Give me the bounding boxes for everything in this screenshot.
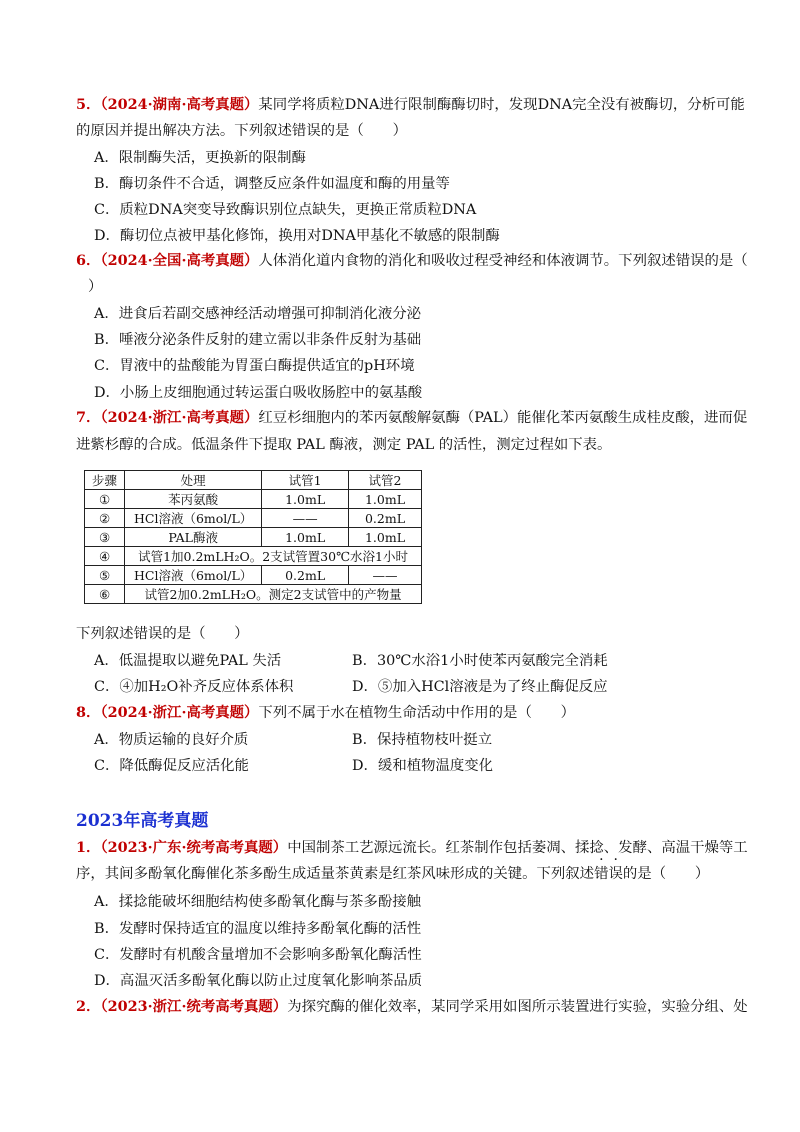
q7-stem-line1 bbox=[76, 409, 747, 427]
q7-option-a: A．低温提取以避免PAL 失活 bbox=[94, 653, 282, 669]
table-cell: —— bbox=[349, 566, 422, 585]
q6-option-b: B．唾液分泌条件反射的建立需以非条件反射为基础 bbox=[94, 332, 422, 348]
q1-number: 1． bbox=[76, 839, 101, 856]
q7-source: （2024·浙江·高考真题） bbox=[100, 409, 259, 426]
q2-stem-line1 bbox=[76, 998, 748, 1016]
q8-number: 8． bbox=[76, 704, 101, 721]
q8-stem-text1: 下列不属于水在植物生命活动中作用的是（ ） bbox=[258, 705, 576, 721]
q5-stem-line2: 的原因并提出解决方法。下列叙述错误的是（ ） bbox=[76, 123, 407, 139]
q1-option-b: B．发酵时保持适宜的温度以维持多酚氧化酶的活性 bbox=[94, 921, 422, 937]
q7-prompt: 下列叙述错误的是（ ） bbox=[76, 626, 249, 642]
table-header-cell: 试管2 bbox=[349, 471, 422, 490]
q6-stem-line2: ） bbox=[88, 279, 103, 295]
table-header-cell: 处理 bbox=[125, 471, 262, 490]
q6-stem-text1: 人体消化道内食物的消化和吸收过程受神经和体液调节。下列叙述错误的是（ bbox=[258, 253, 748, 269]
q7-option-b: B．30℃水浴1小时使苯丙氨酸完全消耗 bbox=[352, 653, 608, 669]
q7-option-d: D．⑤加入HCl溶液是为了终止酶促反应 bbox=[352, 679, 608, 695]
q1-emphasis-char: 错 bbox=[594, 866, 609, 882]
table-cell: ⑤ bbox=[85, 566, 125, 585]
q1-stem-line1 bbox=[76, 839, 748, 857]
q2-source: （2023·浙江·统考高考真题） bbox=[100, 998, 288, 1015]
q1-option-a: A．揉捻能破坏细胞结构使多酚氧化酶与茶多酚接触 bbox=[94, 894, 421, 910]
q1-stem-line2 bbox=[76, 865, 709, 883]
table-cell: ④ bbox=[85, 547, 125, 566]
table-cell: HCl溶液（6mol/L） bbox=[125, 509, 262, 528]
q8-stem-line1 bbox=[76, 704, 575, 722]
q6-source: （2024·全国·高考真题） bbox=[100, 252, 259, 269]
q1-stem-text1: 中国制茶工艺源远流长。红茶制作包括萎凋、揉捻、发酵、高温干燥等工 bbox=[287, 840, 748, 856]
q8-option-c: C．降低酶促反应活化能 bbox=[94, 758, 249, 774]
q6-option-c: C．胃液中的盐酸能为胃蛋白酶提供适宜的pH环境 bbox=[94, 358, 415, 374]
q1-source: （2023·广东·统考高考真题） bbox=[100, 839, 288, 856]
table-cell: 苯丙氨酸 bbox=[125, 490, 262, 509]
q2-stem-text1: 为探究酶的催化效率，某同学采用如图所示装置进行实验，实验分组、处 bbox=[287, 999, 748, 1015]
table-cell: —— bbox=[262, 509, 349, 528]
q6-stem-line1 bbox=[76, 252, 748, 270]
q6-number: 6． bbox=[76, 252, 101, 269]
table-cell: HCl溶液（6mol/L） bbox=[125, 566, 262, 585]
q7-option-c: C．④加H₂O补齐反应体系体积 bbox=[94, 679, 294, 695]
table-cell: ② bbox=[85, 509, 125, 528]
q5-option-b: B．酶切条件不合适，调整反应条件如温度和酶的用量等 bbox=[94, 176, 450, 192]
table-cell-merged: 试管2加0.2mLH₂O。测定2支试管中的产物量 bbox=[125, 585, 422, 604]
q8-option-a: A．物质运输的良好介质 bbox=[94, 732, 249, 748]
table-cell: 0.2mL bbox=[262, 566, 349, 585]
table-cell: PAL酶液 bbox=[125, 528, 262, 547]
q5-option-a: A．限制酶失活，更换新的限制酶 bbox=[94, 150, 306, 166]
q6-option-a: A．进食后若副交感神经活动增强可抑制消化液分泌 bbox=[94, 306, 421, 322]
table-row bbox=[85, 585, 422, 604]
table-cell: 1.0mL bbox=[349, 528, 422, 547]
q8-option-d: D．缓和植物温度变化 bbox=[352, 758, 494, 774]
table-row bbox=[85, 528, 422, 547]
table-header-cell: 试管1 bbox=[262, 471, 349, 490]
q1-option-d: D．高温灭活多酚氧化酶以防止过度氧化影响茶品质 bbox=[94, 973, 423, 989]
table-cell-merged: 试管1加0.2mLH₂O。2支试管置30℃水浴1小时 bbox=[125, 547, 422, 566]
q1-emphasis-char: 误 bbox=[608, 866, 623, 882]
table-row bbox=[85, 490, 422, 509]
table-cell: ① bbox=[85, 490, 125, 509]
q7-stem-text1: 红豆杉细胞内的苯丙氨酸解氨酶（PAL）能催化苯丙氨酸生成桂皮酸，进而促 bbox=[258, 410, 748, 426]
q1-option-c: C．发酵时有机酸含量增加不会影响多酚氧化酶活性 bbox=[94, 947, 422, 963]
table-header-row bbox=[85, 471, 422, 490]
q2-number: 2． bbox=[76, 998, 101, 1015]
q8-option-b: B．保持植物枝叶挺立 bbox=[352, 732, 493, 748]
q5-number: 5． bbox=[76, 96, 101, 113]
table-cell: 0.2mL bbox=[349, 509, 422, 528]
table-row bbox=[85, 547, 422, 566]
q5-option-d: D．酶切位点被甲基化修饰，换用对DNA甲基化不敏感的限制酶 bbox=[94, 228, 500, 244]
q5-stem-text1: 某同学将质粒DNA进行限制酶酶切时，发现DNA完全没有被酶切，分析可能 bbox=[258, 97, 745, 113]
q8-source: （2024·浙江·高考真题） bbox=[100, 704, 259, 721]
q5-stem-line1 bbox=[76, 96, 745, 114]
table-header-cell: 步骤 bbox=[85, 471, 125, 490]
table-cell: ③ bbox=[85, 528, 125, 547]
q7-number: 7． bbox=[76, 409, 101, 426]
table-row bbox=[85, 509, 422, 528]
q5-option-c: C．质粒DNA突变导致酶识别位点缺失，更换正常质粒DNA bbox=[94, 202, 477, 218]
table-cell: ⑥ bbox=[85, 585, 125, 604]
table-cell: 1.0mL bbox=[262, 528, 349, 547]
section-heading-2023: 2023年高考真题 bbox=[76, 811, 209, 831]
q1-stem-text2a: 序，其间多酚氧化酶催化茶多酚生成适量茶黄素是红茶风味形成的关键。下列叙述 bbox=[76, 866, 595, 882]
q1-stem-text2b: 的是（ ） bbox=[622, 866, 710, 882]
table-cell: 1.0mL bbox=[349, 490, 422, 509]
table-row bbox=[85, 566, 422, 585]
q7-stem-line2: 进紫杉醇的合成。低温条件下提取 PAL 酶液，测定 PAL 的活性，测定过程如下表。 bbox=[76, 437, 612, 453]
experiment-table bbox=[84, 470, 422, 604]
q6-option-d: D．小肠上皮细胞通过转运蛋白吸收肠腔中的氨基酸 bbox=[94, 385, 423, 401]
table-cell: 1.0mL bbox=[262, 490, 349, 509]
q5-source: （2024·湖南·高考真题） bbox=[100, 96, 259, 113]
